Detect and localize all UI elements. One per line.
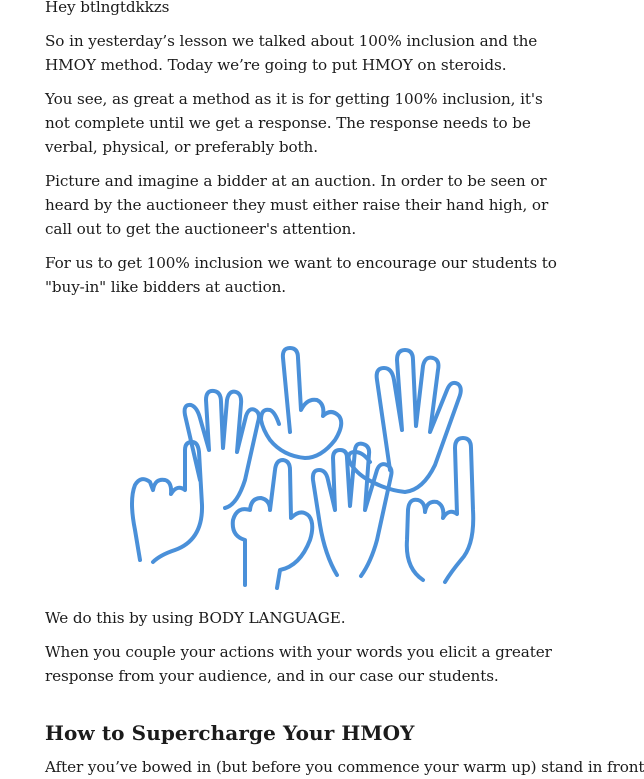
section-heading: How to Supercharge Your HMOY [45, 721, 415, 745]
raised-hands-illustration [105, 330, 500, 590]
paragraph: For us to get 100% inclusion we want to encourage our students to "buy-in" like bidders at auction. [45, 254, 557, 296]
raised-hands-icon [105, 330, 500, 590]
paragraph: After you’ve bowed in (but before you commence your warm up) stand in front [45, 758, 644, 776]
paragraph: We do this by using BODY LANGUAGE. [45, 609, 346, 627]
paragraph: Picture and imagine a bidder at an auction. In order to be seen or heard by the auctioneer they must either raise their hand high, or call out to get the auctioneer's attention. [45, 172, 549, 238]
paragraph: So in yesterday’s lesson we talked about 100% inclusion and the HMOY method. Today we’re going to put HMOY on steroids. [45, 32, 538, 74]
paragraph: You see, as great a method as it is for getting 100% inclusion, it's not complete until we get a response. The response needs to be verbal, physical, or preferably both. [45, 90, 543, 156]
paragraph: When you couple your actions with your words you elicit a greater response from your audience, and in our case our students. [45, 643, 552, 685]
greeting: Hey btlngtdkkzs [45, 0, 170, 16]
